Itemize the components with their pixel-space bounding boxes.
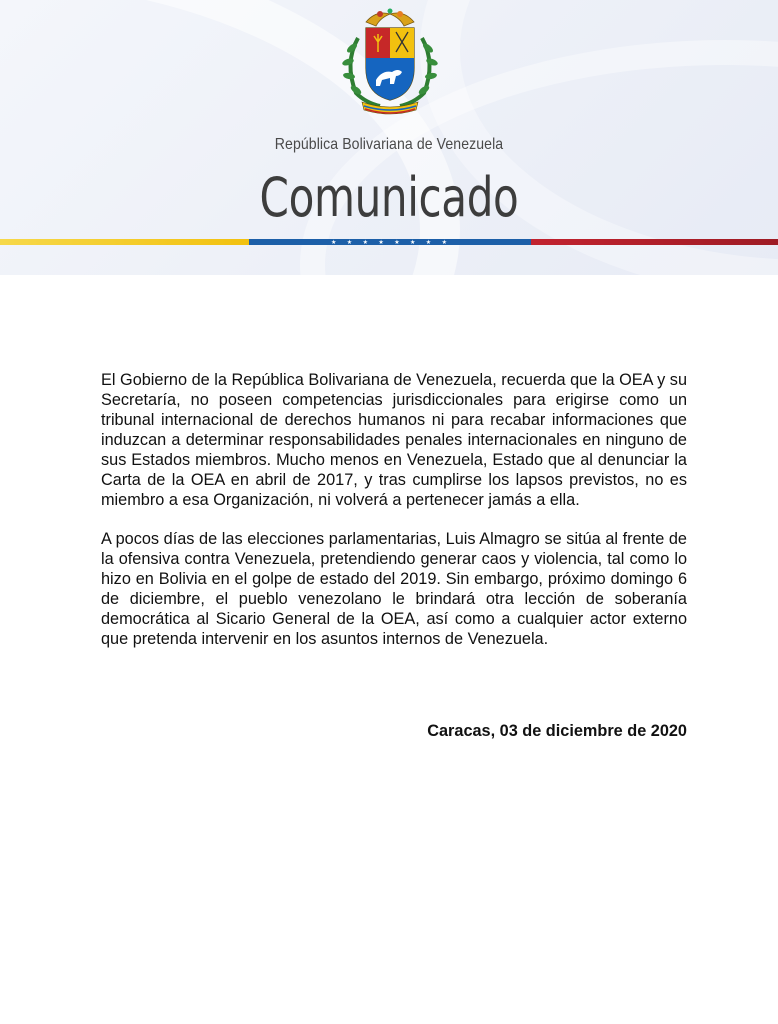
paragraph: El Gobierno de la República Bolivariana de Venezuela, recuerda que la OEA y su Secretaría, no poseen competencias jurisdiccionales para erigirse como un tribunal internacional de derechos humanos ni para recabar informaciones que induzcan a determinar responsabilidades penales internacionales en ninguno de sus Estados miembros. Mucho menos en Venezuela, Estado que al denunciar la Carta de la OEA en abril de 2017, y tras cumplirse los lapsos previstos, no es miembro a esa Organización, ni volverá a pertenecer jamás a ella.	[101, 371, 687, 509]
flag-stripe-red	[531, 239, 778, 245]
star-icon: ★	[331, 239, 337, 246]
country-name: República Bolivariana de Venezuela	[274, 136, 504, 153]
flag-stars	[331, 239, 447, 247]
star-icon: ★	[441, 239, 447, 246]
coat-of-arms-icon	[336, 8, 444, 118]
statement-body	[101, 370, 687, 668]
flag-stripe-yellow	[0, 239, 249, 245]
star-icon: ★	[362, 239, 368, 246]
letterhead	[0, 0, 778, 275]
star-icon: ★	[378, 239, 384, 246]
star-icon: ★	[409, 239, 416, 246]
star-icon: ★	[394, 239, 400, 246]
star-icon: ★	[346, 239, 353, 246]
paragraph: A pocos días de las elecciones parlamentarias, Luis Almagro se sitúa al frente de la ofensiva contra Venezuela, pretendiendo generar caos y violencia, tal como lo hizo en Bolivia en el golpe de estado del 2019. Sin embargo, próximo domingo 6 de diciembre, el pueblo venezolano le brindará otra lección de soberanía democrática al Sicario General de la OEA, así como a cualquier actor externo que pretenda intervenir en los asuntos internos de Venezuela.	[101, 530, 687, 648]
star-icon: ★	[425, 239, 432, 246]
page-title: Comunicado	[259, 166, 519, 229]
place-and-date: Caracas, 03 de diciembre de 2020	[427, 722, 687, 740]
